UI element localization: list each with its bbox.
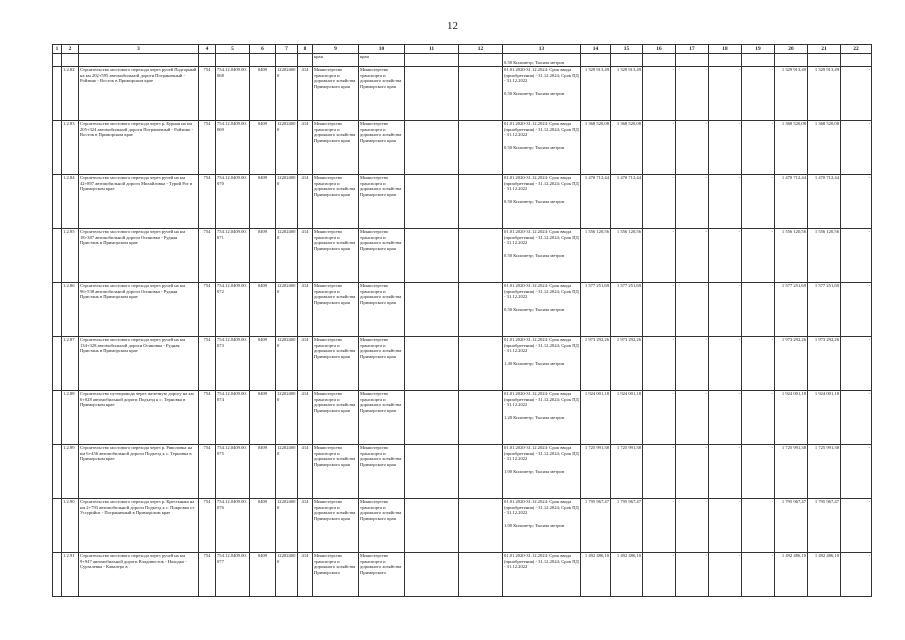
row-number: 1.2.87: [62, 337, 79, 391]
distance-line: 0.50 Километр; Тысяча метров: [504, 144, 565, 150]
cell-col7: 122024000: [276, 229, 298, 283]
cell-col6: 0409: [250, 445, 276, 499]
table-row: [53, 337, 872, 391]
table-row: [53, 67, 872, 121]
cell-col6: 0409: [250, 175, 276, 229]
table-row: [53, 553, 872, 597]
term-line: 01.01.2020-31.12.2024: Срок ввода (приобретения) - 31.12.2024; Срок ПД - 31.12.2022: [504, 175, 579, 192]
cell-col5: 754.12.0409.00.076: [216, 499, 250, 553]
cell-col10: Министерство транспорта и дорожного хозяйства Приморского края: [359, 337, 405, 391]
column-header-13: 13: [503, 45, 581, 54]
column-header-5: 5: [216, 45, 250, 54]
cont-col9: края: [313, 54, 359, 67]
cont-col13: 0.50 Километр; Тысяча метров: [503, 54, 581, 67]
cell-col20: 1 492 486,10: [775, 553, 808, 597]
cell-col21: 1 368 520,08: [808, 121, 841, 175]
column-header-7: 7: [276, 45, 298, 54]
cell-col11: [405, 445, 459, 499]
cell-col20: 1 556 120,56: [775, 229, 808, 283]
cell-col21: 1 577 251,69: [808, 283, 841, 337]
cell-col9: Министерство транспорта и дорожного хозяйства Приморского края: [313, 67, 359, 121]
cell-col18: -: [709, 391, 742, 445]
cell-col5: 754.12.0409.00.069: [216, 121, 250, 175]
cell-col22: -: [841, 337, 872, 391]
cell-col11: [405, 229, 459, 283]
cell-col17: -: [676, 391, 709, 445]
cell-col18: -: [709, 553, 742, 597]
cell-col11: [405, 391, 459, 445]
cell-col12: [459, 229, 503, 283]
cell-col6: 0409: [250, 337, 276, 391]
table-row: [53, 175, 872, 229]
cell-col10: Министерство транспорта и дорожного хозяйства Приморского края: [359, 391, 405, 445]
cell-col7: 122024000: [276, 553, 298, 597]
cell-col7: 122024000: [276, 283, 298, 337]
cell-col5: 754.12.0409.00.072: [216, 283, 250, 337]
cell-col8: 414: [298, 175, 313, 229]
cell-col1: [53, 121, 62, 175]
cell-col22: -: [841, 445, 872, 499]
cell-col12: [459, 283, 503, 337]
cell-col1: [53, 337, 62, 391]
cell-col18: -: [709, 337, 742, 391]
cell-col4: 754: [199, 499, 216, 553]
cell-col12: [459, 67, 503, 121]
term-line: 01.01.2020-31.12.2024: Срок ввода (приобретения) - 31.12.2024; Срок ПД - 31.12.2022: [504, 391, 579, 408]
cell-col15: 1 470 712,44: [611, 175, 643, 229]
cell-col17: -: [676, 229, 709, 283]
cell-col10: Министерство транспорта и дорожного хозяйства Приморского: [359, 553, 405, 597]
cell-col1: [53, 175, 62, 229]
column-header-22: 22: [841, 45, 872, 54]
cell-col21: 1 725 991,38: [808, 445, 841, 499]
cell-col5: 754.12.0409.00.070: [216, 175, 250, 229]
cell-col22: -: [841, 553, 872, 597]
cell-col18: -: [709, 283, 742, 337]
cell-col14: 1 556 120,56: [581, 229, 611, 283]
cell-col10: Министерство транспорта и дорожного хозяйства Приморского края: [359, 67, 405, 121]
cell-col21: 1 973 292,26: [808, 337, 841, 391]
cell-col14: 1 973 292,26: [581, 337, 611, 391]
cell-col22: -: [841, 67, 872, 121]
cell-col8: 414: [298, 391, 313, 445]
distance-line: 0.50 Километр; Тысяча метров: [504, 90, 565, 96]
cell-col17: -: [676, 121, 709, 175]
term-line: 01.01.2020-31.12.2024: Срок ввода (приобретения) - 31.12.2024; Срок ПД - 31.12.2022: [504, 337, 579, 354]
term-line: 01.01.2020-31.12.2024: Срок ввода (приобретения) - 31.12.2024; Срок ПД - 31.12.2022: [504, 553, 579, 570]
row-number: 1.2.83: [62, 121, 79, 175]
cell-col13: [503, 283, 581, 337]
cell-col4: 754: [199, 445, 216, 499]
cell-col16: -: [643, 229, 676, 283]
cell-col19: -: [742, 553, 775, 597]
column-header-11: 11: [405, 45, 459, 54]
row-number: 1.2.91: [62, 553, 79, 597]
cell-col16: -: [643, 175, 676, 229]
table-row: [53, 445, 872, 499]
object-name: Строительство мостового перехода через р. Крестьянка на км 2+793 автомобильной дороги Подъезд к с. Покровка от Уссурийск - Пограничный в Приморском крае: [79, 499, 199, 553]
cell-col11: [405, 121, 459, 175]
cell-col21: 1 924 001,18: [808, 391, 841, 445]
cell-col8: 414: [298, 229, 313, 283]
distance-line: 1.40 Километр; Тысяча метров: [504, 360, 565, 366]
cell-col20: 1 368 520,08: [775, 121, 808, 175]
cell-col4: 754: [199, 553, 216, 597]
cell-col20: 1 329 913,49: [775, 67, 808, 121]
cell-col20: 1 725 991,38: [775, 445, 808, 499]
cell-col13: [503, 121, 581, 175]
cell-col21: 1 556 120,56: [808, 229, 841, 283]
cell-col15: 1 924 001,18: [611, 391, 643, 445]
cell-col13: [503, 229, 581, 283]
cell-col22: -: [841, 391, 872, 445]
cell-col13: [503, 67, 581, 121]
cell-col6: 0409: [250, 67, 276, 121]
term-line: 01.01.2020-31.12.2024: Срок ввода (приобретения) - 31.12.2024; Срок ПД - 31.12.2022: [504, 67, 579, 84]
table-row: [53, 499, 872, 553]
cell-col14: 1 492 486,10: [581, 553, 611, 597]
cell-col19: -: [742, 445, 775, 499]
cell-col11: [405, 499, 459, 553]
cell-col15: 1 795 967,47: [611, 499, 643, 553]
cell-col14: 1 577 251,69: [581, 283, 611, 337]
cell-col6: 0409: [250, 229, 276, 283]
cell-col5: 754.12.0409.00.075: [216, 445, 250, 499]
cell-col11: [405, 283, 459, 337]
cell-col18: -: [709, 121, 742, 175]
cell-col17: -: [676, 499, 709, 553]
cell-col13: [503, 553, 581, 597]
column-header-20: 20: [775, 45, 808, 54]
term-line: 01.01.2020-31.12.2024: Срок ввода (приобретения) - 31.12.2024; Срок ПД - 31.12.2022: [504, 499, 579, 516]
cell-col14: 1 470 712,44: [581, 175, 611, 229]
cell-col18: -: [709, 499, 742, 553]
cell-col14: 1 795 967,47: [581, 499, 611, 553]
cell-col8: 414: [298, 553, 313, 597]
cell-col17: -: [676, 445, 709, 499]
cell-col10: Министерство транспорта и дорожного хозяйства Приморского края: [359, 445, 405, 499]
cell-col20: 1 924 001,18: [775, 391, 808, 445]
column-header-6: 6: [250, 45, 276, 54]
cell-col15: 1 368 520,08: [611, 121, 643, 175]
distance-line: 0.50 Километр; Тысяча метров: [504, 252, 565, 258]
cell-col10: Министерство транспорта и дорожного хозяйства Приморского края: [359, 283, 405, 337]
row-number: 1.2.88: [62, 391, 79, 445]
cell-col16: -: [643, 391, 676, 445]
object-name: Строительство путепровода через железную дорогу на км 6+028 автомобильной дороги Подъезд к с. Терновка в Приморском крае: [79, 391, 199, 445]
cell-col19: -: [742, 391, 775, 445]
table-row: [53, 121, 872, 175]
cell-col4: 754: [199, 67, 216, 121]
cell-col11: [405, 175, 459, 229]
cell-col1: [53, 67, 62, 121]
cell-col17: -: [676, 175, 709, 229]
cell-col11: [405, 67, 459, 121]
row-number: 1.2.90: [62, 499, 79, 553]
cell-col5: 754.12.0409.00.073: [216, 337, 250, 391]
cell-col16: -: [643, 337, 676, 391]
cell-col10: Министерство транспорта и дорожного хозяйства Приморского края: [359, 499, 405, 553]
row-number: 1.2.84: [62, 175, 79, 229]
cell-col18: -: [709, 175, 742, 229]
cell-col1: [53, 283, 62, 337]
cell-col8: 414: [298, 337, 313, 391]
cell-col8: 414: [298, 67, 313, 121]
cell-col22: -: [841, 499, 872, 553]
distance-line: 0.50 Километр; Тысяча метров: [504, 198, 565, 204]
cell-col19: -: [742, 499, 775, 553]
cell-col5: 754.12.0409.00.074: [216, 391, 250, 445]
cell-col15: 1 492 486,10: [611, 553, 643, 597]
cell-col7: 122024000: [276, 391, 298, 445]
cell-col13: [503, 499, 581, 553]
cont-col10: края: [359, 54, 405, 67]
cell-col16: -: [643, 283, 676, 337]
cell-col4: 754: [199, 391, 216, 445]
cell-col19: -: [742, 175, 775, 229]
cell-col4: 754: [199, 121, 216, 175]
cell-col1: [53, 445, 62, 499]
cell-col21: 1 492 486,10: [808, 553, 841, 597]
cell-col4: 754: [199, 283, 216, 337]
term-line: 01.01.2020-31.12.2024: Срок ввода (приобретения) - 31.12.2024; Срок ПД - 31.12.2022: [504, 229, 579, 246]
cell-col18: -: [709, 67, 742, 121]
cell-col21: 1 329 913,49: [808, 67, 841, 121]
cell-col8: 414: [298, 121, 313, 175]
cell-col22: -: [841, 175, 872, 229]
column-header-21: 21: [808, 45, 841, 54]
cell-col4: 754: [199, 337, 216, 391]
continuation-row: [53, 54, 872, 67]
cell-col10: Министерство транспорта и дорожного хозяйства Приморского края: [359, 175, 405, 229]
cell-col4: 754: [199, 175, 216, 229]
object-name: Строительство мостового перехода через ручей на км 96+538 автомобильной дороги Осиновка - Рудная Пристань в Приморском крае: [79, 283, 199, 337]
cell-col7: 122024000: [276, 121, 298, 175]
cell-col6: 0409: [250, 499, 276, 553]
column-header-3: 3: [79, 45, 199, 54]
cell-col12: [459, 175, 503, 229]
distance-line: 0.50 Километр; Тысяча метров: [504, 306, 565, 312]
column-header-9: 9: [313, 45, 359, 54]
object-name: Строительство мостового перехода через ручей Подгорный на км 202+595 автомобильной дороги Пограничный - Ройзино - Восток в Приморском крае: [79, 67, 199, 121]
column-header-10: 10: [359, 45, 405, 54]
cell-col10: Министерство транспорта и дорожного хозяйства Приморского края: [359, 121, 405, 175]
distance-line: 1.20 Километр; Тысяча метров: [504, 414, 565, 420]
cell-col12: [459, 499, 503, 553]
cell-col19: -: [742, 67, 775, 121]
cell-col7: 122024000: [276, 499, 298, 553]
cell-col16: -: [643, 67, 676, 121]
cell-col8: 414: [298, 283, 313, 337]
cell-col9: Министерство транспорта и дорожного хозяйства Приморского: [313, 553, 359, 597]
cell-col12: [459, 337, 503, 391]
cell-col6: 0409: [250, 121, 276, 175]
cell-col11: [405, 337, 459, 391]
row-number: 1.2.82: [62, 67, 79, 121]
cell-col14: 1 329 913,49: [581, 67, 611, 121]
cell-col5: 754.12.0409.00.071: [216, 229, 250, 283]
cell-col1: [53, 229, 62, 283]
cell-col9: Министерство транспорта и дорожного хозяйства Приморского края: [313, 499, 359, 553]
cell-col19: -: [742, 337, 775, 391]
column-number-header: [53, 45, 872, 54]
cell-col9: Министерство транспорта и дорожного хозяйства Приморского края: [313, 283, 359, 337]
cell-col6: 0409: [250, 283, 276, 337]
column-header-2: 2: [62, 45, 79, 54]
cell-col7: 122024000: [276, 175, 298, 229]
term-line: 01.01.2020-31.12.2024: Срок ввода (приобретения) - 31.12.2024; Срок ПД - 31.12.2022: [504, 445, 579, 462]
page-number: 12: [447, 20, 458, 32]
cell-col20: 1 577 251,69: [775, 283, 808, 337]
cell-col9: Министерство транспорта и дорожного хозяйства Приморского края: [313, 229, 359, 283]
cell-col9: Министерство транспорта и дорожного хозяйства Приморского края: [313, 391, 359, 445]
cell-col15: 1 577 251,69: [611, 283, 643, 337]
column-header-17: 17: [676, 45, 709, 54]
cell-col7: 122024000: [276, 67, 298, 121]
cell-col10: Министерство транспорта и дорожного хозяйства Приморского края: [359, 229, 405, 283]
cell-col4: 754: [199, 229, 216, 283]
cell-col18: -: [709, 445, 742, 499]
cell-col1: [53, 553, 62, 597]
table-row: [53, 391, 872, 445]
cell-col14: 1 725 991,38: [581, 445, 611, 499]
object-name: Строительство мостового перехода через ручей на км 18+387 автомобильной дороги Осиновка - Рудная Пристань в Приморском крае: [79, 229, 199, 283]
cell-col21: 1 795 967,47: [808, 499, 841, 553]
cell-col9: Министерство транспорта и дорожного хозяйства Приморского края: [313, 337, 359, 391]
cell-col16: -: [643, 445, 676, 499]
cell-col7: 122024000: [276, 445, 298, 499]
cell-col19: -: [742, 283, 775, 337]
object-name: Строительство мостового перехода через р. Ряполовка на км 6+456 автомобильной дороги Подъезд к с. Терновка в Приморском крае: [79, 445, 199, 499]
cell-col9: Министерство транспорта и дорожного хозяйства Приморского края: [313, 445, 359, 499]
cell-col14: 1 924 001,18: [581, 391, 611, 445]
cell-col15: 1 725 991,38: [611, 445, 643, 499]
cell-col12: [459, 391, 503, 445]
column-header-1: 1: [53, 45, 62, 54]
column-header-4: 4: [199, 45, 216, 54]
cell-col16: -: [643, 553, 676, 597]
cell-col6: 0409: [250, 553, 276, 597]
term-line: 01.01.2020-31.12.2024: Срок ввода (приобретения) - 31.12.2024; Срок ПД - 31.12.2022: [504, 283, 579, 300]
column-header-19: 19: [742, 45, 775, 54]
cell-col15: 1 973 292,26: [611, 337, 643, 391]
object-name: Строительство мостового перехода через ручей на км 134+328 автомобильной дороги Осиновка - Рудная Пристань в Приморском крае: [79, 337, 199, 391]
cell-col12: [459, 553, 503, 597]
row-number: 1.2.89: [62, 445, 79, 499]
cell-col22: -: [841, 121, 872, 175]
cell-col19: -: [742, 229, 775, 283]
row-number: 1.2.86: [62, 283, 79, 337]
object-name: Строительство мостового перехода через р. Бурная на км 205+324 автомобильной дороги Пограничный - Ройзино - Восток в Приморском крае: [79, 121, 199, 175]
cell-col22: -: [841, 283, 872, 337]
object-name: Строительство мостового перехода через ручей на км 9+947 автомобильной дороги Владивосток - Находка - Сурзалевка - Кавалеро в: [79, 553, 199, 597]
cell-col6: 0409: [250, 391, 276, 445]
cell-col11: [405, 553, 459, 597]
column-header-15: 15: [611, 45, 643, 54]
cell-col15: 1 329 913,49: [611, 67, 643, 121]
table-row: [53, 283, 872, 337]
cell-col5: 754.12.0409.00.077: [216, 553, 250, 597]
cell-col8: 414: [298, 499, 313, 553]
cell-col9: Министерство транспорта и дорожного хозяйства Приморского края: [313, 121, 359, 175]
column-header-16: 16: [643, 45, 676, 54]
cell-col1: [53, 391, 62, 445]
distance-line: 1.00 Километр; Тысяча метров: [504, 468, 565, 474]
cell-col9: Министерство транспорта и дорожного хозяйства Приморского края: [313, 175, 359, 229]
cell-col16: -: [643, 499, 676, 553]
cell-col13: [503, 445, 581, 499]
cell-col17: -: [676, 553, 709, 597]
cell-col12: [459, 121, 503, 175]
cell-col13: [503, 337, 581, 391]
cell-col7: 122024000: [276, 337, 298, 391]
row-number: 1.2.85: [62, 229, 79, 283]
cell-col15: 1 556 120,56: [611, 229, 643, 283]
cell-col20: 1 795 967,47: [775, 499, 808, 553]
cell-col8: 414: [298, 445, 313, 499]
cell-col5: 754.12.0409.00.068: [216, 67, 250, 121]
cell-col20: 1 470 712,44: [775, 175, 808, 229]
column-header-18: 18: [709, 45, 742, 54]
cell-col17: -: [676, 67, 709, 121]
cell-col19: -: [742, 121, 775, 175]
column-header-14: 14: [581, 45, 611, 54]
term-line: 01.01.2020-31.12.2024: Срок ввода (приобретения) - 31.12.2024; Срок ПД - 31.12.2022: [504, 121, 579, 138]
cell-col17: -: [676, 337, 709, 391]
cell-col12: [459, 445, 503, 499]
cell-col20: 1 973 292,26: [775, 337, 808, 391]
object-name: Строительство мостового перехода через ручей на км 42+897 автомобильной дороги Михайловка - Турий Рог в Приморском крае: [79, 175, 199, 229]
cell-col21: 1 470 712,44: [808, 175, 841, 229]
distance-line: 1.00 Километр; Тысяча метров: [504, 522, 565, 528]
cell-col22: -: [841, 229, 872, 283]
cell-col14: 1 368 520,08: [581, 121, 611, 175]
cell-col13: [503, 175, 581, 229]
column-header-8: 8: [298, 45, 313, 54]
cell-col17: -: [676, 283, 709, 337]
cell-col16: -: [643, 121, 676, 175]
cell-col18: -: [709, 229, 742, 283]
investment-table: [52, 44, 872, 597]
cell-col13: [503, 391, 581, 445]
cell-col1: [53, 499, 62, 553]
column-header-12: 12: [459, 45, 503, 54]
table-row: [53, 229, 872, 283]
